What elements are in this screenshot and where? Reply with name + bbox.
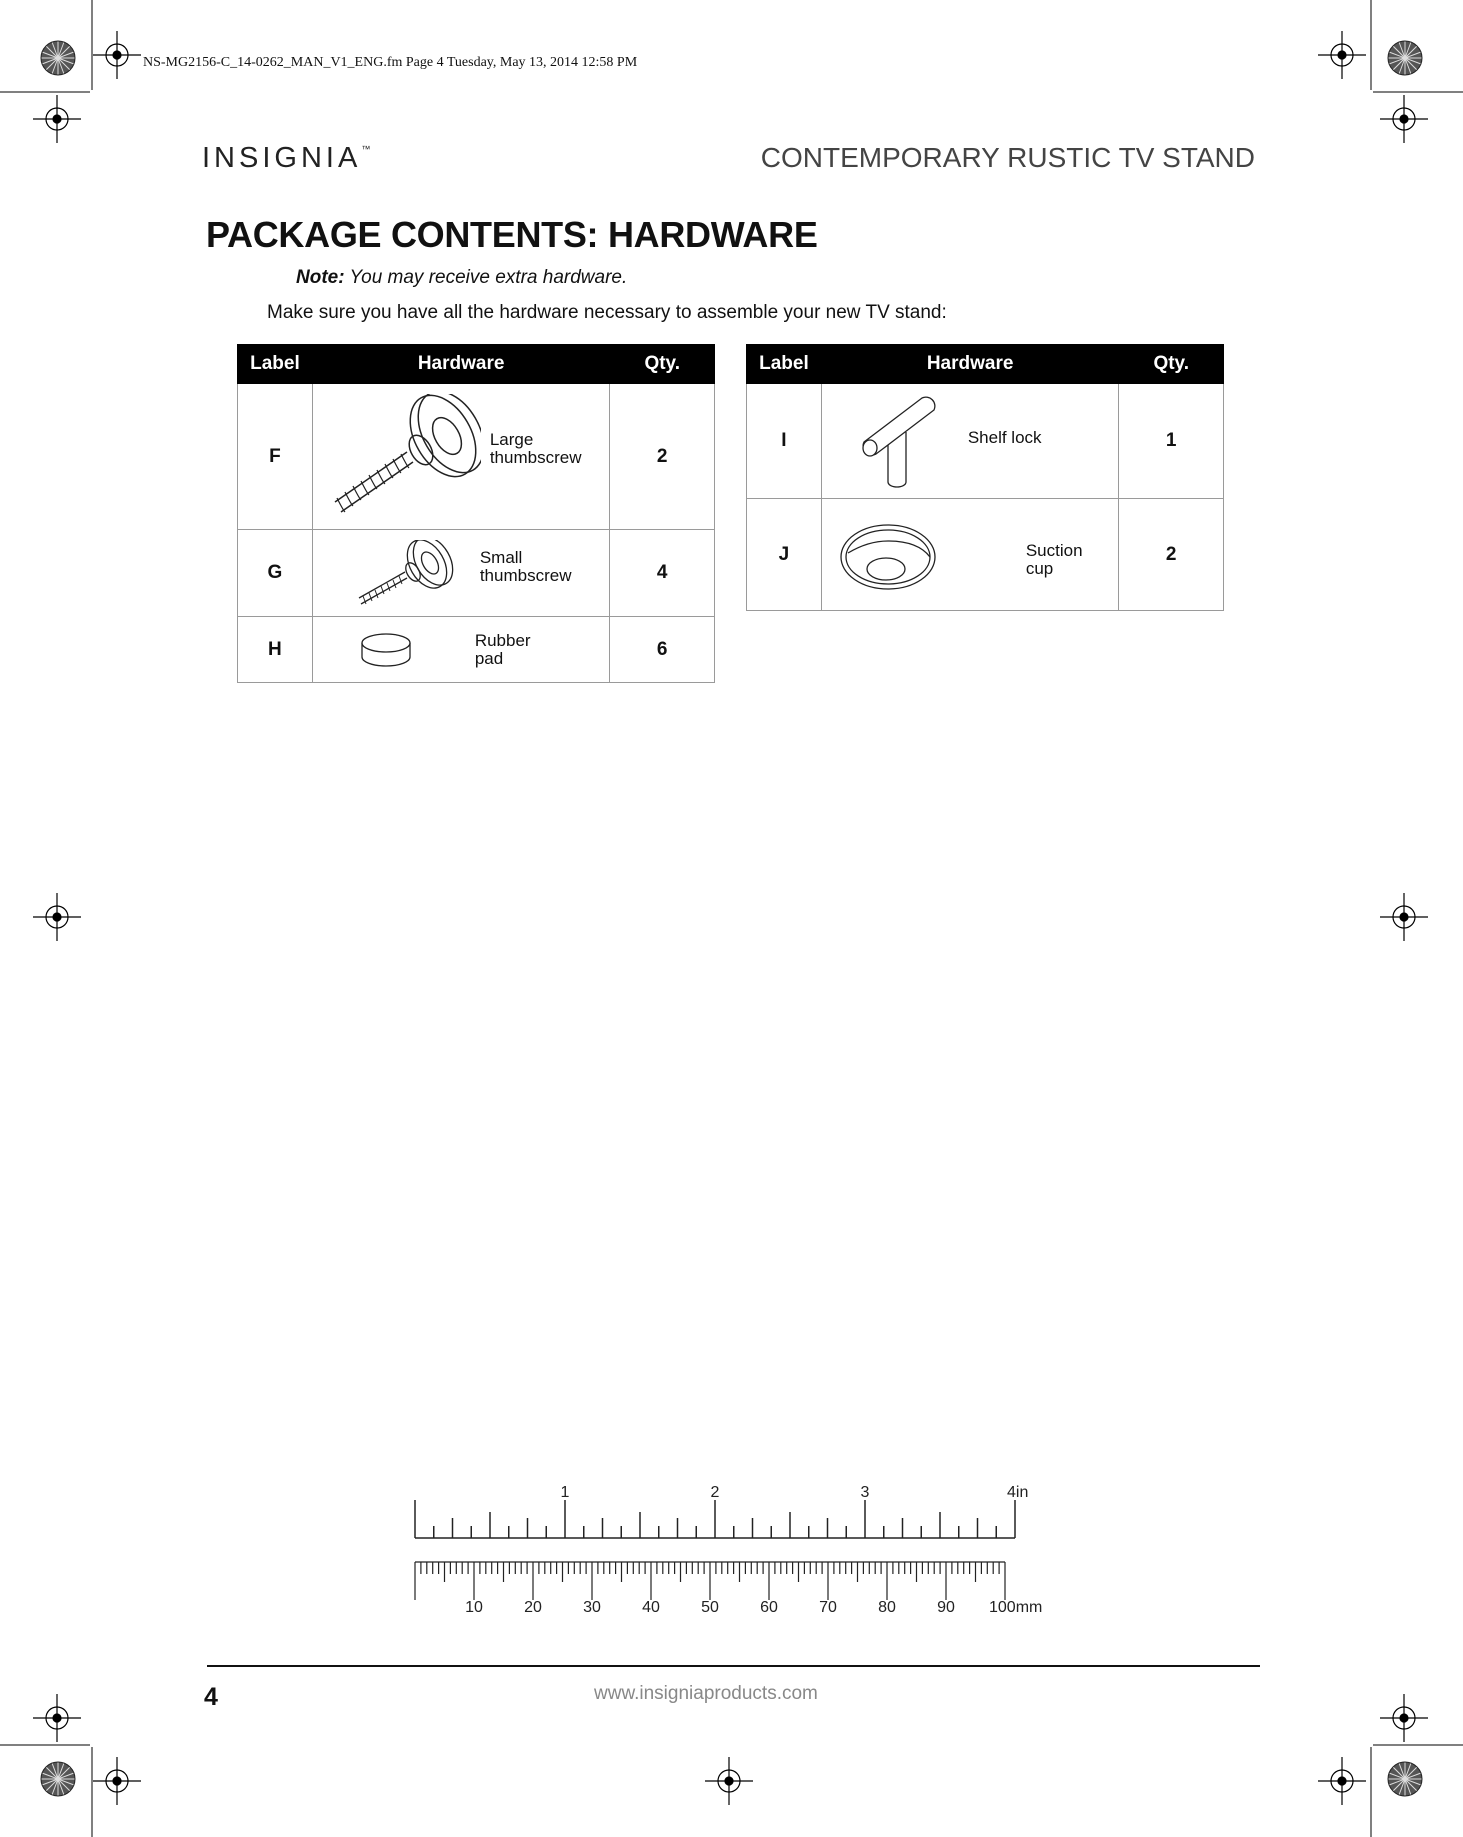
hardware-name-line1: Small bbox=[479, 548, 523, 567]
brand-name: INSIGNIA bbox=[202, 142, 362, 174]
col-header-label: Label bbox=[238, 345, 313, 384]
file-slug: NS-MG2156-C_14-0262_MAN_V1_ENG.fm Page 4 Tuesday, May 13, 2014 12:58 PM bbox=[143, 55, 638, 70]
hardware-name bbox=[475, 632, 531, 668]
table-row bbox=[747, 499, 1224, 611]
footer-url[interactable]: www.insigniaproducts.com bbox=[594, 1683, 818, 1704]
hardware-cell bbox=[312, 384, 610, 530]
suction-cup-icon bbox=[838, 523, 940, 593]
row-label: G bbox=[238, 530, 313, 617]
mm-label: 30 bbox=[583, 1599, 601, 1616]
hardware-name bbox=[968, 429, 1042, 447]
table-row bbox=[747, 384, 1224, 499]
rubber-pad-icon bbox=[359, 631, 413, 669]
mm-scale bbox=[415, 1562, 1005, 1600]
measuring-ruler bbox=[405, 1476, 1045, 1626]
hardware-name bbox=[490, 431, 582, 467]
hardware-name bbox=[1026, 542, 1083, 578]
note bbox=[296, 267, 627, 289]
hardware-name-line1: Suction bbox=[1025, 541, 1083, 560]
col-header-label: Label bbox=[747, 345, 822, 384]
mm-label: 50 bbox=[701, 1599, 719, 1616]
hardware-name-line1: Rubber bbox=[474, 631, 531, 650]
row-label: F bbox=[238, 384, 313, 530]
mm-label: 20 bbox=[524, 1599, 542, 1616]
note-label: Note: bbox=[296, 267, 345, 288]
hardware-name bbox=[480, 549, 572, 585]
hardware-name-line2: thumbscrew bbox=[479, 566, 572, 585]
hardware-cell bbox=[821, 499, 1119, 611]
row-qty: 6 bbox=[610, 617, 715, 683]
hardware-table-right bbox=[746, 344, 1224, 611]
inch-label: 1 bbox=[560, 1484, 570, 1501]
large-thumbscrew-icon bbox=[321, 394, 481, 524]
table-row bbox=[238, 384, 715, 530]
mm-label: 70 bbox=[819, 1599, 837, 1616]
hardware-name-line2: pad bbox=[474, 649, 504, 668]
hardware-name-line2: thumbscrew bbox=[489, 448, 582, 467]
section-heading: PACKAGE CONTENTS: HARDWARE bbox=[206, 214, 818, 255]
mm-label: 90 bbox=[937, 1599, 955, 1616]
hardware-name-line1: Shelf lock bbox=[967, 428, 1042, 447]
note-text: You may receive extra hardware. bbox=[344, 267, 628, 288]
shelf-lock-icon bbox=[856, 394, 946, 494]
intro-text: Make sure you have all the hardware necessary to assemble your new TV stand: bbox=[267, 302, 947, 323]
col-header-qty: Qty. bbox=[1119, 345, 1224, 384]
trademark: ™ bbox=[361, 144, 371, 154]
mm-labels bbox=[465, 1599, 1042, 1616]
col-header-hardware: Hardware bbox=[821, 345, 1119, 384]
table-header-row bbox=[238, 345, 715, 384]
brand-logo bbox=[202, 142, 370, 175]
row-label: H bbox=[238, 617, 313, 683]
page-number: 4 bbox=[204, 1683, 218, 1711]
inch-label: 3 bbox=[860, 1484, 870, 1501]
footer-divider bbox=[207, 1665, 1260, 1667]
hardware-table-left bbox=[237, 344, 715, 683]
document-title: CONTEMPORARY RUSTIC TV STAND bbox=[760, 142, 1255, 173]
inch-label: 4in bbox=[1007, 1484, 1029, 1501]
row-qty: 2 bbox=[610, 384, 715, 530]
inch-scale bbox=[415, 1500, 1015, 1538]
table-row bbox=[238, 530, 715, 617]
table-header-row bbox=[747, 345, 1224, 384]
mm-label: 100mm bbox=[989, 1599, 1043, 1616]
hardware-cell bbox=[312, 617, 610, 683]
row-qty: 2 bbox=[1119, 499, 1224, 611]
hardware-name-line2: cup bbox=[1025, 559, 1054, 578]
hardware-cell bbox=[312, 530, 610, 617]
col-header-hardware: Hardware bbox=[312, 345, 610, 384]
small-thumbscrew-icon bbox=[357, 540, 457, 610]
row-label: J bbox=[747, 499, 822, 611]
mm-label: 10 bbox=[465, 1599, 483, 1616]
inch-label: 2 bbox=[710, 1484, 720, 1501]
mm-label: 60 bbox=[760, 1599, 778, 1616]
row-qty: 4 bbox=[610, 530, 715, 617]
mm-label: 80 bbox=[878, 1599, 896, 1616]
row-label: I bbox=[747, 384, 822, 499]
table-row bbox=[238, 617, 715, 683]
hardware-cell bbox=[821, 384, 1119, 499]
hardware-name-line1: Large bbox=[489, 430, 534, 449]
row-qty: 1 bbox=[1119, 384, 1224, 499]
inch-labels bbox=[561, 1484, 1029, 1501]
mm-label: 40 bbox=[642, 1599, 660, 1616]
col-header-qty: Qty. bbox=[610, 345, 715, 384]
